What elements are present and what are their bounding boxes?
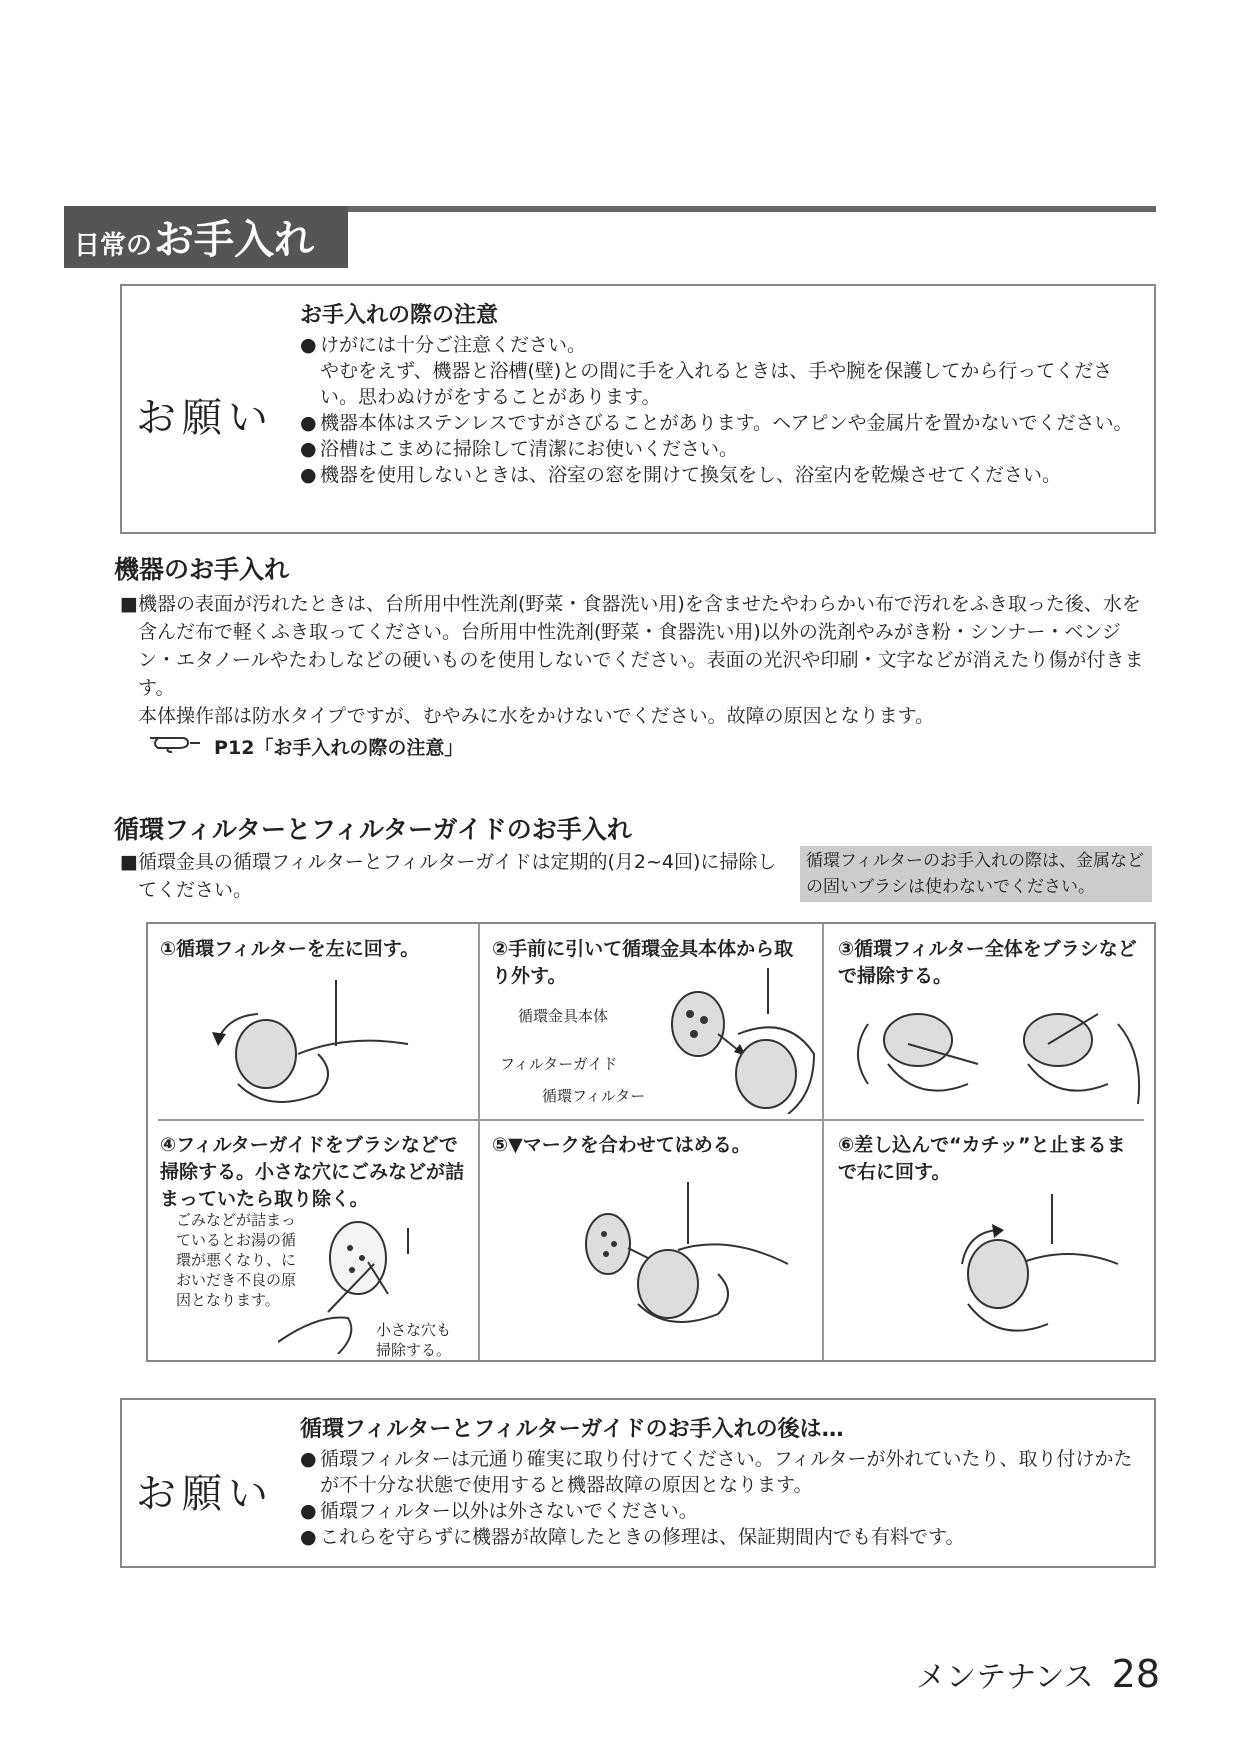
step-5-caption: ⑤▼マークを合わせてはめる。 [492,1134,751,1156]
notice-bullets [300,1446,1146,1550]
label-filter-guide: フィルターガイド [500,1055,618,1073]
paragraph: 本体操作部は防水タイプですが、むやみに水をかけないでください。故障の原因となります。 [138,705,935,727]
label-circulation-body: 循環金具本体 [518,1007,609,1025]
notice-bullet: ● 循環フィルターは元通り確実に取り付けてください。フィルターが外れていたり、取り付けかたが不十分な状態で使用すると機器故障の原因となります。 [300,1448,1133,1496]
notice-title: お手入れの際の注意 [300,303,499,328]
square-bullet-icon: ■ [120,851,138,873]
bullet-icon: ● [300,412,317,434]
steps-grid [146,922,1156,1362]
bullet-icon: ● [300,1448,317,1470]
label-circulation-filter: 循環フィルター [542,1087,646,1105]
clog-note: ごみなどが詰まっているとお湯の循環が悪くなり、においだき不良の原因となります。 [176,1211,297,1309]
notice-bullets [300,332,1146,488]
notice-label: お願い [136,1471,274,1517]
bullet-icon: ● [300,334,317,356]
label-small-holes: 小さな穴も掃除する。 [376,1321,452,1359]
notice-bullet: ● これらを守らずに機器が故障したときの修理は、保証期間内でも有料です。 [300,1526,965,1548]
notice-bullet: ● けがには十分ご注意ください。 [300,334,587,356]
bullet-icon: ● [300,1526,317,1548]
step-2-illustration [638,964,818,1114]
reference-link[interactable]: P12「お手入れの際の注意」 [120,732,1156,762]
section-title-unit: 機器のお手入れ [114,555,290,584]
step-5-illustration [568,1174,808,1334]
step-1-caption: ①循環フィルターを左に回す。 [160,938,420,960]
page-title [64,206,348,268]
step-2-caption: ②手前に引いて循環金具本体から取り外す。 [492,938,794,987]
bullet-icon: ● [300,438,317,460]
notice-bullet: ● 浴槽はこまめに掃除して清潔にお使いください。 [300,438,739,460]
page-number: 28 [1111,1652,1160,1696]
notice-label: お願い [136,395,274,441]
notice-box-after-care [120,1398,1156,1568]
step-3-illustration [848,994,1148,1114]
square-bullet-icon: ■ [120,593,138,615]
paragraph: ■ 機器の表面が汚れたときは、台所用中性洗剤(野菜・食器洗い用)を含ませたやわらかい布で汚れをふき取った後、水を含んだ布で軽くふき取ってください。台所用中性洗剤(野菜・食器洗い用)以外の洗剤やみがき粉・シンナー・ベンジン・エタノールやたわしなどの硬いものを使用しないでください。表面の光沢や印刷・文字などが消えたり傷が付きます。 [120,590,1156,702]
page-footer [896,1652,1160,1696]
notice-bullet: ● 循環フィルター以外は外さないでください。 [300,1500,698,1522]
bullet-icon: ● [300,464,317,486]
step-4-caption: ④フィルターガイドをブラシなどで掃除する。小さな穴にごみなどが詰まっていたら取り除く。 [160,1134,465,1210]
step-6-illustration [888,1194,1128,1344]
notice-title: 循環フィルターとフィルターガイドのお手入れの後は… [300,1417,844,1442]
notice-bullet-sub: やむをえず、機器と浴槽(壁)との間に手を入れるときは、手や腕を保護してから行ってください。思わぬけがをすることがあります。 [320,360,1113,408]
step-3-caption: ③循環フィルター全体をブラシなどで掃除する。 [838,938,1137,987]
step-6-caption: ⑥差し込んで“カチッ”と止まるまで右に回す。 [838,1134,1126,1183]
notice-box-caution [120,284,1156,534]
bullet-icon: ● [300,1500,317,1522]
section-body-unit [120,590,1156,762]
section-title-filter: 循環フィルターとフィルターガイドのお手入れ [114,815,632,844]
step-1-illustration [208,974,468,1114]
page-title-main: お手入れ [154,217,315,263]
warning-badge: 循環フィルターのお手入れの際は、金属などの固いブラシは使わないでください。 [800,846,1152,902]
footer-section: メンテナンス [916,1660,1094,1695]
notice-bullet: ● 機器を使用しないときは、浴室の窓を開けて換気をし、浴室内を乾燥させてください。 [300,464,1062,486]
page-title-prefix: 日常の [74,231,153,261]
notice-bullet: ● 機器本体はステンレスですがさびることがあります。ヘアピンや金属片を置かないでください。 [300,412,1133,434]
pointing-hand-icon [148,732,208,762]
filter-paragraph: ■ 循環金具の循環フィルターとフィルターガイドは定期的(月2~4回)に掃除してください。 [120,848,790,904]
